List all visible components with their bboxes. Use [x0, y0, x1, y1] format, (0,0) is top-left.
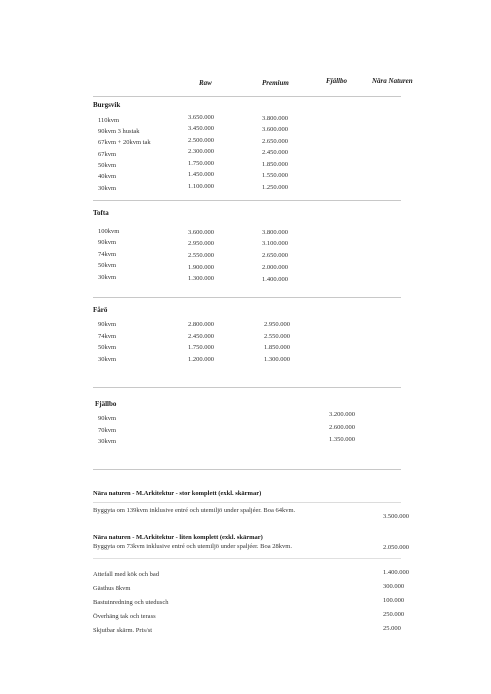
addon-label: Bastuinredning och utedusch [93, 599, 169, 606]
row-label: 70kvm [98, 427, 117, 434]
premium-price: 3.800.000 [262, 115, 288, 122]
raw-price: 1.900.000 [188, 264, 214, 271]
addon-label: Attefall med kök och bad [93, 571, 160, 578]
column-header-raw: Raw [199, 79, 212, 87]
divider [93, 469, 401, 470]
addon-label: Skjutbar skärm. Pris/st [93, 627, 153, 634]
raw-price: 2.800.000 [188, 321, 214, 328]
divider [93, 387, 401, 388]
nara-liten-price: 2.050.000 [383, 544, 409, 551]
row-label: 74kvm [98, 251, 117, 258]
raw-price: 2.550.000 [188, 252, 214, 259]
divider [93, 502, 401, 503]
section-title-burgsvik: Burgsvik [93, 101, 121, 109]
premium-price: 2.650.000 [262, 138, 288, 145]
raw-price: 3.650.000 [188, 114, 214, 121]
row-label: 100kvm [98, 228, 120, 235]
nara-stor-description: Byggyta om 139kvm inklusive entré och utemiljö under spaljéer. Boa 64kvm. [93, 507, 296, 514]
premium-price: 3.800.000 [262, 229, 288, 236]
row-label: 50kvm [98, 344, 117, 351]
row-label: 90kvm [98, 415, 117, 422]
row-label: 50kvm [98, 262, 117, 269]
raw-price: 2.300.000 [188, 148, 214, 155]
row-label: 90kvm [98, 239, 117, 246]
raw-price: 1.450.000 [188, 171, 214, 178]
raw-price: 2.450.000 [188, 333, 214, 340]
raw-price: 2.500.000 [188, 137, 214, 144]
row-label: 110kvm [98, 117, 120, 124]
raw-price: 1.750.000 [188, 344, 214, 351]
row-label: 50kvm [98, 162, 117, 169]
premium-price: 1.850.000 [264, 344, 290, 351]
premium-price: 3.100.000 [262, 240, 288, 247]
fjallbo-price: 3.200.000 [329, 411, 355, 418]
premium-price: 2.450.000 [262, 149, 288, 156]
raw-price: 1.750.000 [188, 160, 214, 167]
row-label: 30kvm [98, 356, 117, 363]
row-label: 74kvm [98, 333, 117, 340]
nara-stor-title: Nära naturen - M.Arkitektur - stor komplett (exkl. skärmar) [93, 490, 262, 497]
divider [93, 200, 401, 201]
premium-price: 3.600.000 [262, 126, 288, 133]
section-title-tofta: Tofta [93, 209, 109, 217]
premium-price: 2.950.000 [264, 321, 290, 328]
premium-price: 1.300.000 [264, 356, 290, 363]
row-label: 30kvm [98, 274, 117, 281]
column-header-fjallbo: Fjällbo [326, 77, 348, 85]
addon-label: Överhäng tak och terass [93, 613, 156, 620]
premium-price: 2.000.000 [262, 264, 288, 271]
premium-price: 2.550.000 [264, 333, 290, 340]
nara-stor-price: 3.500.000 [383, 513, 409, 520]
premium-price: 1.400.000 [262, 276, 288, 283]
row-label: 30kvm [98, 185, 117, 192]
row-label: 90kvm 3 hustak [98, 128, 140, 135]
raw-price: 3.450.000 [188, 125, 214, 132]
fjallbo-price: 1.350.000 [329, 436, 355, 443]
addon-price: 25.000 [383, 625, 401, 632]
raw-price: 1.200.000 [188, 356, 214, 363]
section-title-faro: Fårö [93, 306, 108, 314]
divider [93, 96, 401, 97]
raw-price: 2.950.000 [188, 240, 214, 247]
premium-price: 1.550.000 [262, 172, 288, 179]
addon-price: 300.000 [383, 583, 405, 590]
section-title-fjallbo: Fjällbo [95, 400, 117, 408]
addon-price: 100.000 [383, 597, 405, 604]
premium-price: 2.650.000 [262, 252, 288, 259]
row-label: 40kvm [98, 173, 117, 180]
nara-liten-description: Byggyta om 73kvm inklusive entré och utemiljö under spaljéer. Boa 28kvm. [93, 543, 292, 550]
raw-price: 1.100.000 [188, 183, 214, 190]
addon-price: 1.400.000 [383, 569, 409, 576]
premium-price: 1.250.000 [262, 184, 288, 191]
column-header-premium: Premium [262, 79, 289, 87]
addon-label: Gästhus 8kvm [93, 585, 131, 592]
divider [93, 297, 401, 298]
row-label: 67kvm + 20kvm tak [98, 139, 151, 146]
premium-price: 1.850.000 [262, 161, 288, 168]
raw-price: 3.600.000 [188, 229, 214, 236]
row-label: 67kvm [98, 151, 117, 158]
row-label: 90kvm [98, 321, 117, 328]
raw-price: 1.300.000 [188, 275, 214, 282]
addon-price: 250.000 [383, 611, 405, 618]
divider [93, 558, 401, 559]
column-header-nara-naturen: Nära Naturen [372, 77, 413, 85]
nara-liten-title: Nära naturen - M.Arkitektur - liten komplett (exkl. skärmar) [93, 534, 263, 541]
fjallbo-price: 2.600.000 [329, 424, 355, 431]
row-label: 30kvm [98, 438, 117, 445]
